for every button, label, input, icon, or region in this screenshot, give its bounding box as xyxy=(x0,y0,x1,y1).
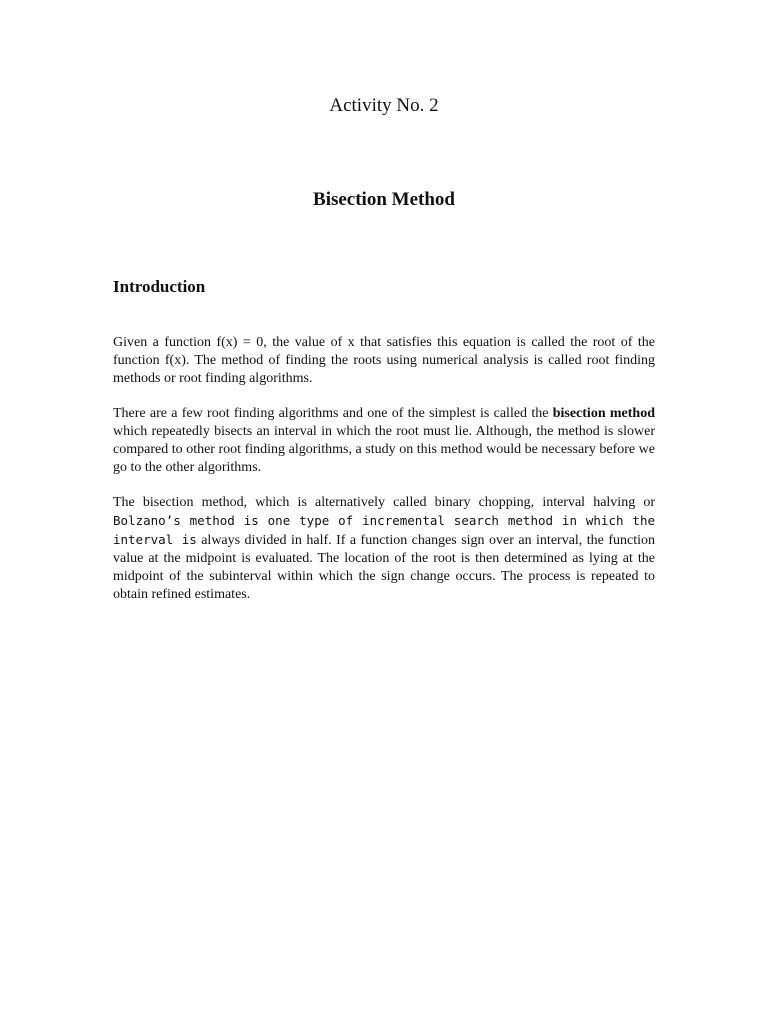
intro-paragraph-2-text-end: which repeatedly bisects an interval in which the root must lie. Although, the method is slower compared to other root finding algorithms, a study on this method would be necessary before we go to the other algorithms. xyxy=(113,424,655,475)
intro-paragraph-2-text-start: There are a few root finding algorithms and one of the simplest is called the xyxy=(113,406,553,421)
intro-paragraph-3-monospace-line: Bolzano’s method is one type of incremental search method in which the interval is xyxy=(113,513,655,547)
activity-title: Activity No. 2 xyxy=(329,95,439,116)
page-title: Bisection Method xyxy=(313,189,455,210)
section-heading-introduction: Introduction xyxy=(113,277,206,296)
intro-paragraph-2 xyxy=(113,405,655,477)
bisection-method-emphasis: bisection method xyxy=(552,406,655,421)
intro-paragraph-3 xyxy=(113,494,655,604)
intro-paragraph-3-text-end: always divided in half. If a function changes sign over an interval, the function value at the midpoint is evaluated. The location of the root is then determined as lying at the midpoint of the subinterval within which the sign change occurs. The process is repeated to obtain refined estimates. xyxy=(113,533,655,602)
intro-paragraph-1: Given a function f(x) = 0, the value of x that satisfies this equation is called the root of the function f(x). The method of finding the roots using numerical analysis is called root finding methods or root finding algorithms. xyxy=(113,335,655,386)
intro-paragraph-3-text-start: The bisection method, which is alternatively called binary chopping, interval halving or xyxy=(113,495,655,510)
